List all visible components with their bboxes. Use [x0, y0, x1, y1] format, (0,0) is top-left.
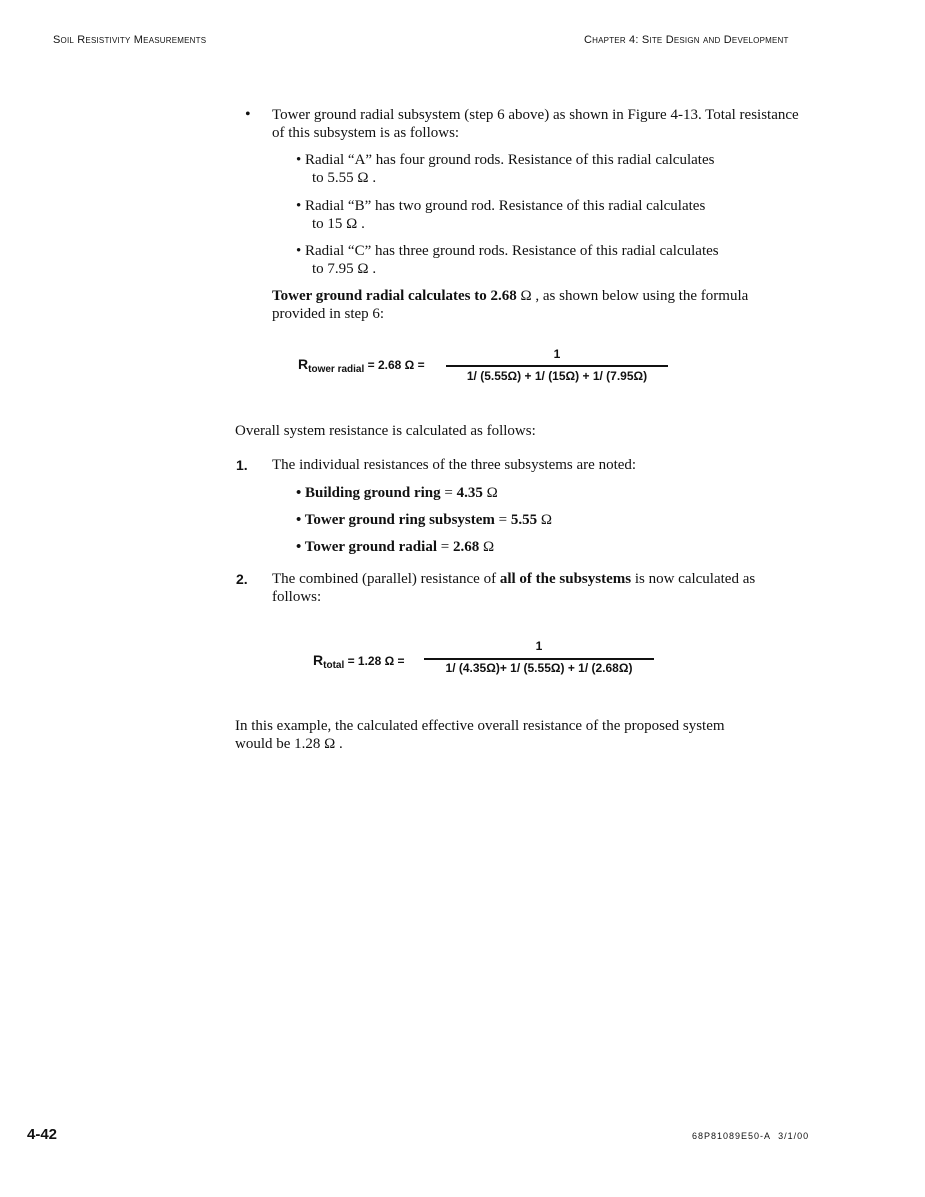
tower-ring-label: • Tower ground ring subsystem	[296, 512, 495, 528]
radial-a-item	[296, 151, 714, 187]
equation1-fraction-bar	[446, 365, 668, 367]
running-header-section: Soil Resistivity Measurements	[53, 34, 207, 46]
tower-radial-value: 2.68	[452, 539, 480, 555]
radial-a-line1: • Radial “A” has four ground rods. Resistance of this radial calculates	[296, 152, 715, 168]
building-ring-label: • Building ground ring	[296, 485, 441, 501]
tower-ring-eq: =	[494, 512, 511, 528]
doc-id: 68P81089E50-A	[692, 1131, 772, 1141]
equation1-value: = 2.68 Ω =	[364, 358, 425, 372]
building-ground-ring-item	[296, 484, 498, 502]
step-2-line2: follows:	[272, 589, 322, 605]
bullet-marker: •	[245, 106, 251, 123]
tower-ground-radial-item	[296, 538, 494, 556]
summary-bold: Tower ground radial calculates to 2.68	[272, 288, 517, 304]
tower-ring-unit: Ω	[537, 512, 553, 528]
equation1-denominator: 1/ (5.55Ω) + 1/ (15Ω) + 1/ (7.95Ω)	[466, 369, 648, 383]
building-ring-unit: Ω	[482, 485, 498, 501]
footer-doc-info	[692, 1131, 809, 1141]
tower-radial-summary	[272, 287, 802, 323]
equation1-subscript: tower radial	[308, 364, 365, 375]
summary-rest: Ω , as shown below using the formula	[516, 288, 749, 304]
radial-c-item	[296, 242, 719, 278]
tower-ring-value: 5.55	[510, 512, 538, 528]
building-ring-value: 4.35	[456, 485, 483, 501]
radial-b-line1: • Radial “B” has two ground rod. Resistance of this radial calculates	[296, 198, 706, 214]
step-1-number: 1.	[236, 457, 248, 473]
equation2-lhs	[313, 652, 405, 671]
equation2-numerator: 1	[535, 639, 543, 653]
step-1-text: The individual resistances of the three subsystems are noted:	[272, 457, 637, 473]
radial-b-line2: to 15 Ω .	[312, 216, 365, 232]
step-2-post: is now calculated as	[631, 571, 756, 587]
equation2-value: = 1.28 Ω =	[344, 654, 405, 668]
building-ring-eq: =	[440, 485, 457, 501]
tower-radial-bullet-text: Tower ground radial subsystem (step 6 above) as shown in Figure 4-13. Total resistance of this subsystem is as follows:	[272, 107, 799, 141]
equation1-numerator: 1	[553, 347, 561, 361]
radial-a-line2: to 5.55 Ω .	[312, 170, 377, 186]
tower-radial-label: • Tower ground radial	[296, 539, 437, 555]
tower-radial-unit: Ω	[479, 539, 495, 555]
equation2-r: R	[313, 652, 324, 668]
conclusion-line2: would be 1.28 Ω .	[235, 736, 343, 752]
equation2-denominator: 1/ (4.35Ω)+ 1/ (5.55Ω) + 1/ (2.68Ω)	[445, 661, 633, 675]
step-2-number: 2.	[236, 571, 248, 587]
equation1-lhs	[298, 356, 425, 375]
page-number: 4-42	[27, 1126, 58, 1143]
tower-ground-ring-item	[296, 511, 552, 529]
radial-b-item	[296, 197, 705, 233]
radial-c-line1: • Radial “C” has three ground rods. Resistance of this radial calculates	[296, 243, 719, 259]
radial-c-line2: to 7.95 Ω .	[312, 261, 377, 277]
equation2-fraction-bar	[424, 658, 654, 660]
step-2-text	[272, 570, 812, 606]
equation1-r: R	[298, 356, 309, 372]
step-2-pre: The combined (parallel) resistance of	[272, 571, 500, 587]
step-2-bold: all of the subsystems	[499, 571, 632, 587]
doc-date: 3/1/00	[778, 1131, 810, 1141]
tower-radial-eq: =	[436, 539, 453, 555]
conclusion-paragraph	[235, 717, 815, 753]
equation2-subscript: total	[323, 660, 345, 671]
running-header-chapter: Chapter 4: Site Design and Development	[584, 34, 789, 46]
overall-intro: Overall system resistance is calculated as follows:	[235, 423, 536, 439]
summary-line2: provided in step 6:	[272, 306, 385, 322]
conclusion-line1: In this example, the calculated effective overall resistance of the proposed system	[235, 718, 725, 734]
